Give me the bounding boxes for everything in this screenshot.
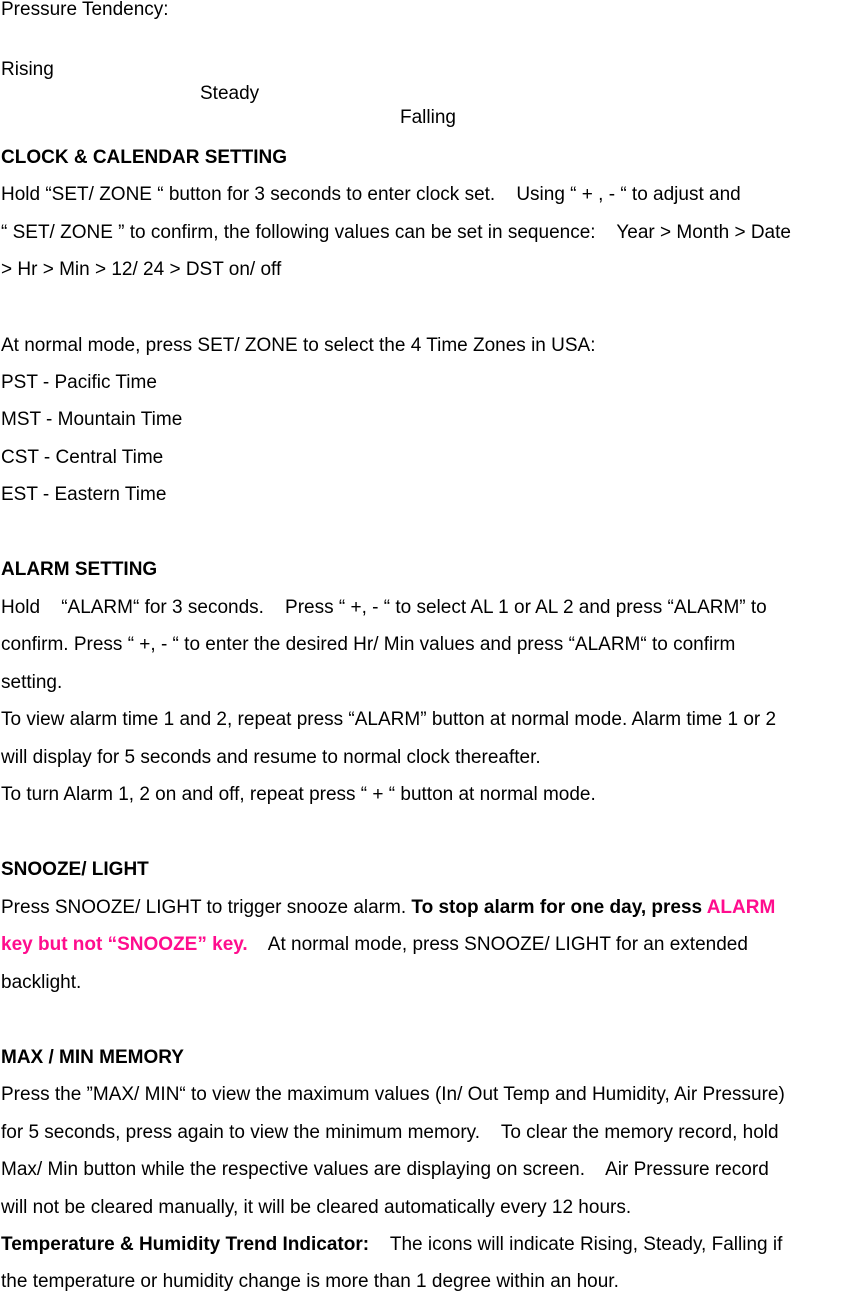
pressure-steady-label: Steady xyxy=(200,83,260,104)
alarm-paragraph-line-3: setting. xyxy=(1,672,63,693)
time-zone-pst: PST - Pacific Time xyxy=(1,372,157,393)
snooze-alarm-key-highlight: ALARM xyxy=(706,897,776,918)
alarm-paragraph-line-6: To turn Alarm 1, 2 on and off, repeat press “ + “ button at normal mode. xyxy=(1,784,596,805)
trend-indicator-text: The icons will indicate Rising, Steady, Falling if xyxy=(369,1234,783,1255)
max-min-memory-heading: MAX / MIN MEMORY xyxy=(1,1047,184,1068)
pressure-tendency-heading: Pressure Tendency: xyxy=(1,0,169,20)
alarm-paragraph-line-5: will display for 5 seconds and resume to normal clock thereafter. xyxy=(1,747,541,768)
alarm-paragraph-line-4: To view alarm time 1 and 2, repeat press “ALARM” button at normal mode. Alarm time 1 or 2 xyxy=(1,709,777,730)
snooze-not-snooze-highlight: key but not “SNOOZE” key. xyxy=(1,934,248,955)
clock-paragraph-line-3: > Hr > Min > 12/ 24 > DST on/ off xyxy=(1,259,282,280)
alarm-paragraph-line-2: confirm. Press “ +, - “ to enter the desired Hr/ Min values and press “ALARM“ to confirm xyxy=(1,634,736,655)
trend-indicator-line-2: the temperature or humidity change is more than 1 degree within an hour. xyxy=(1,1271,619,1292)
time-zone-mst: MST - Mountain Time xyxy=(1,409,183,430)
snooze-paragraph-line-3: backlight. xyxy=(1,972,82,993)
time-zone-est: EST - Eastern Time xyxy=(1,484,167,505)
trend-indicator-line-1 xyxy=(1,1233,782,1257)
trend-indicator-label: Temperature & Humidity Trend Indicator: xyxy=(1,1234,370,1255)
pressure-tendency-options xyxy=(1,34,601,128)
pressure-rising-label: Rising xyxy=(1,59,54,80)
clock-paragraph-line-1: Hold “SET/ ZONE “ button for 3 seconds to enter clock set. Using “ + , - “ to adjust and xyxy=(1,184,741,205)
snooze-plain-text: Press SNOOZE/ LIGHT to trigger snooze alarm. xyxy=(1,897,412,918)
time-zone-cst: CST - Central Time xyxy=(1,447,164,468)
alarm-setting-heading: ALARM SETTING xyxy=(1,559,158,580)
memory-paragraph-line-1: Press the ”MAX/ MIN“ to view the maximum values (In/ Out Temp and Humidity, Air Pressure) xyxy=(1,1084,785,1105)
snooze-paragraph-line-1 xyxy=(1,896,775,920)
clock-paragraph-line-2: “ SET/ ZONE ” to confirm, the following values can be set in sequence: Year > Month > Date xyxy=(1,222,791,243)
memory-paragraph-line-2: for 5 seconds, press again to view the minimum memory. To clear the memory record, hold xyxy=(1,1122,779,1143)
snooze-light-heading: SNOOZE/ LIGHT xyxy=(1,859,149,880)
clock-calendar-heading: CLOCK & CALENDAR SETTING xyxy=(1,147,288,168)
memory-paragraph-line-4: will not be cleared manually, it will be cleared automatically every 12 hours. xyxy=(1,1197,632,1218)
alarm-paragraph-line-1: Hold “ALARM“ for 3 seconds. Press “ +, - “ to select AL 1 or AL 2 and press “ALARM” to xyxy=(1,597,767,618)
snooze-paragraph-line-2 xyxy=(1,933,748,957)
snooze-bold-text: To stop alarm for one day, press xyxy=(411,897,707,918)
snooze-extended-backlight-text: At normal mode, press SNOOZE/ LIGHT for an extended xyxy=(247,934,748,955)
memory-paragraph-line-3: Max/ Min button while the respective values are displaying on screen. Air Pressure record xyxy=(1,1159,769,1180)
pressure-falling-label: Falling xyxy=(400,107,456,128)
time-zones-intro: At normal mode, press SET/ ZONE to select the 4 Time Zones in USA: xyxy=(1,335,596,356)
